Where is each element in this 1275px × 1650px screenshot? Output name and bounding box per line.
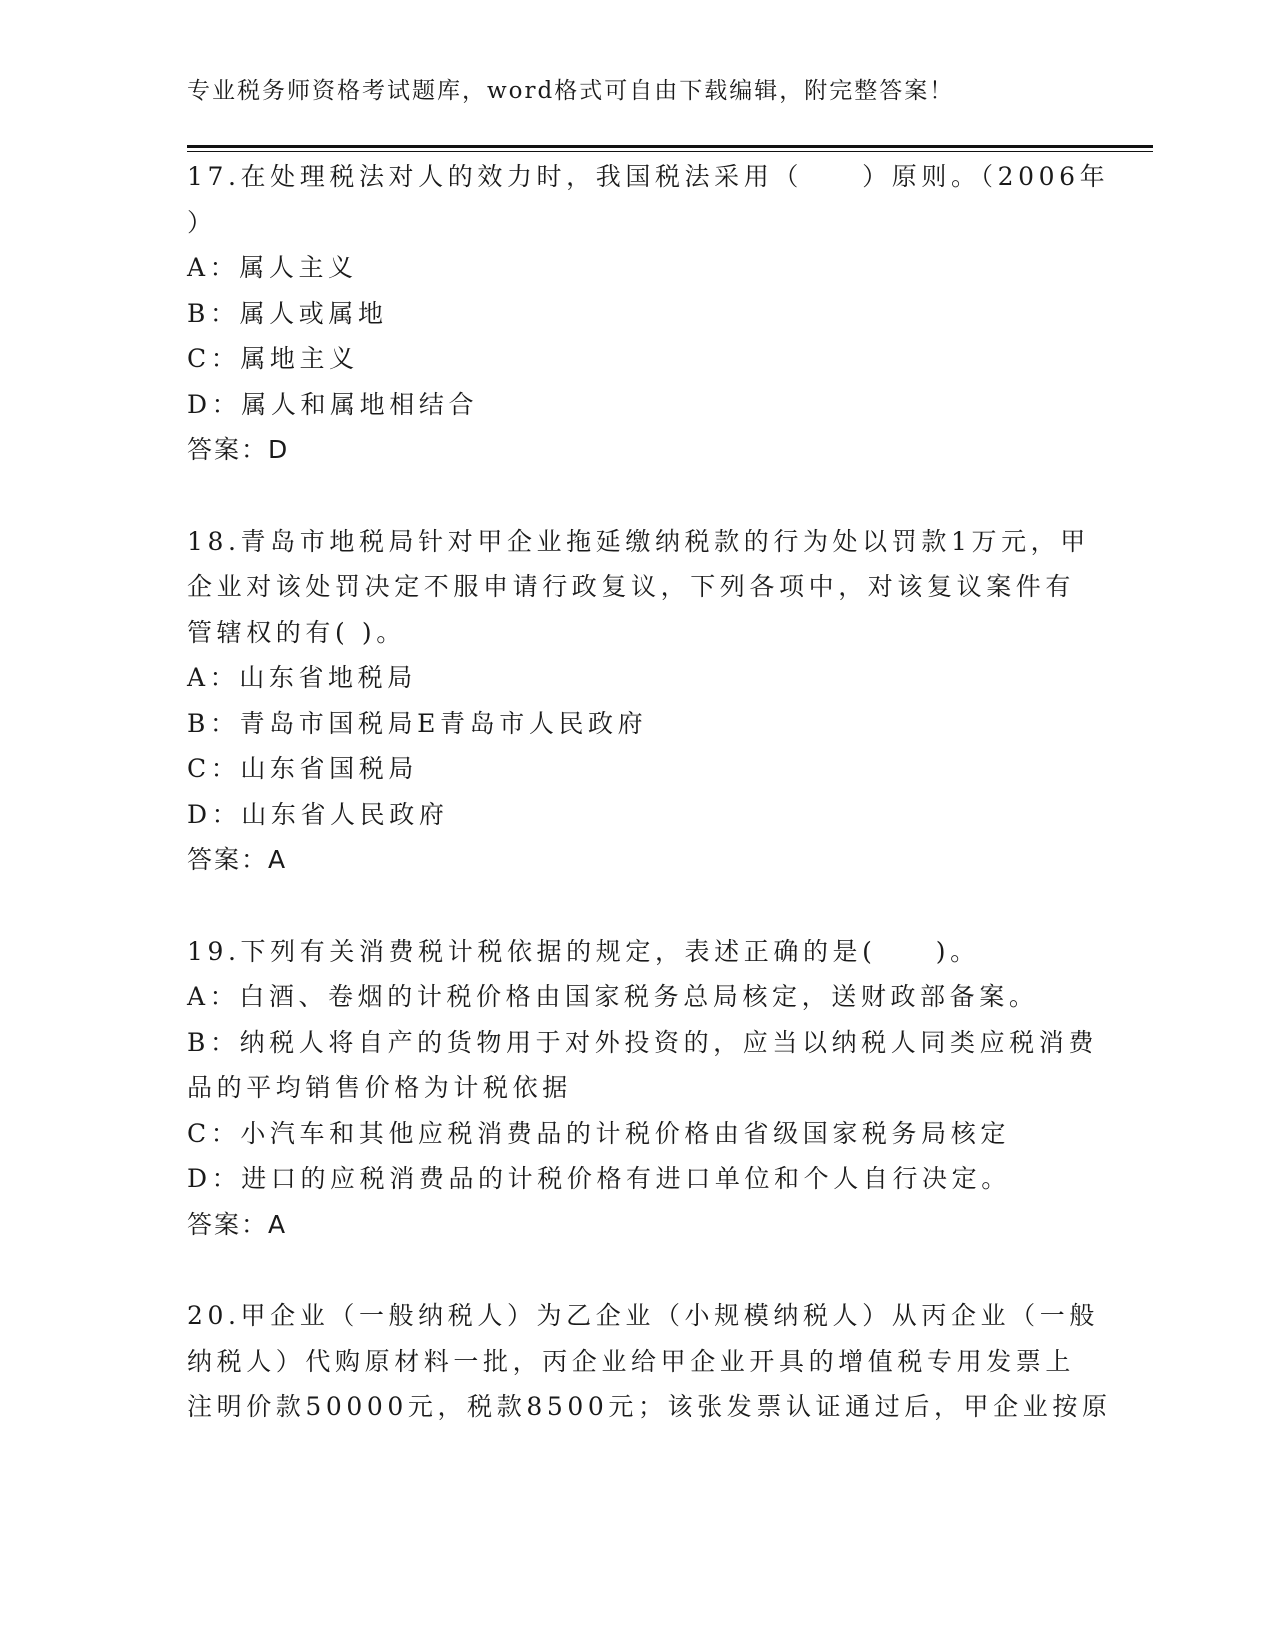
option-a: A：属人主义 — [187, 253, 358, 282]
option-b-continued: 品的平均销售价格为计税依据 — [187, 1073, 572, 1102]
question-17 — [187, 154, 1110, 473]
option-d: D：山东省人民政府 — [187, 799, 449, 829]
option-b: B：青岛市国税局E青岛市人民政府 — [187, 708, 648, 738]
option-b: B：纳税人将自产的货物用于对外投资的，应当以纳税人同类应税消费 — [187, 1027, 1098, 1057]
option-a: A：山东省地税局 — [187, 663, 417, 692]
question-19 — [187, 929, 1098, 1248]
header-rule-thick — [187, 145, 1153, 148]
question-18 — [187, 519, 1090, 883]
answer: 答案：A — [187, 1209, 288, 1239]
question-stem: 管辖权的有( )。 — [187, 617, 406, 647]
question-stem: 18.青岛市地税局针对甲企业拖延缴纳税款的行为处以罚款1万元，甲 — [187, 526, 1090, 556]
header-rule-thin — [187, 151, 1153, 152]
option-a: A：白酒、卷烟的计税价格由国家税务总局核定，送财政部备案。 — [187, 982, 1039, 1011]
option-d: D：进口的应税消费品的计税价格有进口单位和个人自行决定。 — [187, 1164, 1011, 1193]
option-c: C：山东省国税局 — [187, 754, 418, 783]
question-stem: 19.下列有关消费税计税依据的规定，表述正确的是( )。 — [187, 936, 980, 966]
answer: 答案：A — [187, 845, 288, 874]
question-list — [187, 154, 1112, 1476]
option-d: D：属人和属地相结合 — [187, 389, 479, 419]
question-stem: 17.在处理税法对人的效力时，我国税法采用（ ）原则。（2006年 — [187, 162, 1110, 191]
question-stem: 纳税人）代购原材料一批，丙企业给甲企业开具的增值税专用发票上 — [187, 1346, 1076, 1376]
page-header: 专业税务师资格考试题库，word格式可自由下载编辑，附完整答案！ — [187, 78, 955, 104]
question-stem: 企业对该处罚决定不服申请行政复议，下列各项中，对该复议案件有 — [187, 572, 1076, 601]
question-stem: 20.甲企业（一般纳税人）为乙企业（小规模纳税人）从丙企业（一般 — [187, 1301, 1099, 1330]
option-b: B：属人或属地 — [187, 298, 388, 328]
question-20 — [187, 1293, 1112, 1430]
option-c: C：小汽车和其他应税消费品的计税价格由省级国家税务局核定 — [187, 1118, 1010, 1148]
answer: 答案：D — [187, 435, 290, 464]
question-stem: 注明价款50000元，税款8500元；该张发票认证通过后，甲企业按原 — [187, 1392, 1112, 1421]
option-c: C：属地主义 — [187, 344, 359, 373]
question-stem: ） — [187, 207, 217, 237]
